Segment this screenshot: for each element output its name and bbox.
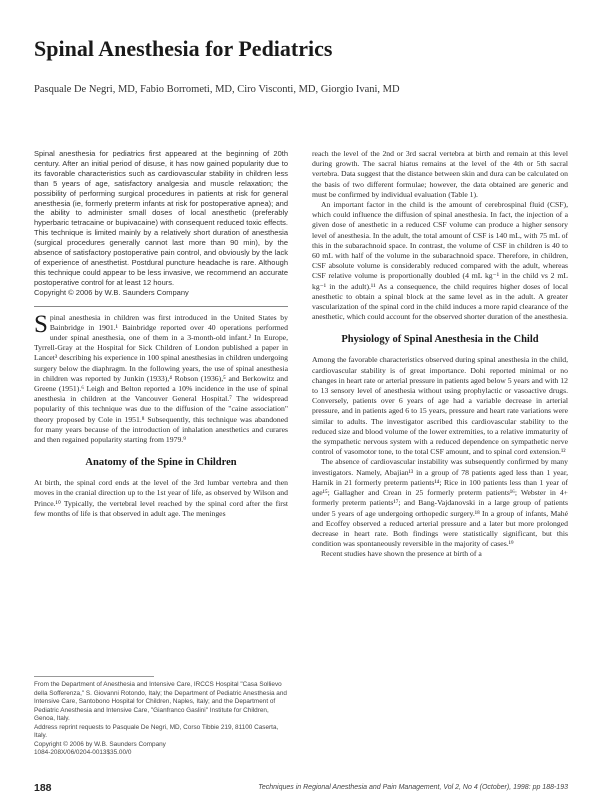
section-heading-physiology: Physiology of Spinal Anesthesia in the Child <box>341 334 539 346</box>
intro-text: pinal anesthesia in children was first introduced in the United States by Bainbridge in 1901.¹ Bainbridge reported over 40 operations performed under spinal anesthesia, one of them in a 3-month-old infant.² In Europe, Tyrrell-Gray at the Hospital for Sick Children of London published a paper in Lancet³ describing his experience in 100 spinal anesthesias in children undergoing surgery below the diaphragm. In the following years, the use of spinal anesthesia in children was reported by Junkin (1933),⁴ Robson (1936),⁵ and Berkowitz and Greene (1951).⁶ Leigh and Belton reported a 10% incidence in the use of spinal anesthesia in children at the Vancouver General Hospital.⁷ The widespread popularity of this technique was due to the diffusion of the "caine association" theory proposed by Cole in 1951.⁸ Subsequently, this technique was abandoned for many years because of the introduction of inhalation anesthetics and curares and then regained popularity starting from 1979.⁹ <box>34 312 288 445</box>
page-number: 188 <box>34 782 52 794</box>
page-footer <box>34 782 568 796</box>
recent-studies-paragraph: Recent studies have shown the presence at birth of a <box>321 549 482 559</box>
journal-citation: Techniques in Regional Anesthesia and Pain Management, Vol 2, No 4 (October), 1998: pp 188-193 <box>258 784 568 791</box>
footnote-reprints: Address reprint requests to Pasquale De Negri, MD, Corso Tibbie 219, 81100 Caserta, Italy. <box>34 723 279 739</box>
right-column <box>312 149 568 560</box>
article-title: Spinal Anesthesia for Pediatrics <box>34 36 333 61</box>
csf-paragraph: An important factor in the child is the amount of cerebrospinal fluid (CSF), which could influence the diffusion of spinal anesthesia. In fact, the injection of a given dose of anesthetic in a reduced CSF volume can produce a higher sensory level of anesthesia. In the adult, the total amount of CSF is 140 mL, with 75 mL of this in the subarachnoid space. In contrast, the volume of CSF in children is 40 to 60 mL with half of the volume in the subarachnoid space. Therefore, in children, CSF absolute volume is considerably reduced compared with the adult, whereas CSF relative volume is proportionally doubled (4 mL kg⁻¹ in the child vs 2 mL kg⁻¹ in the adult).¹¹ As a consequence, the child requires higher doses of local anesthetic to obtain a spinal block at the same level as in the adult. A greater vascularization of the spinal cord in the child induces a more rapid clearance of the anesthetic, which could account for the observed shorter duration of the anesthesia. <box>312 200 568 322</box>
footnote-divider <box>34 676 154 677</box>
footnote-affiliation: From the Department of Anesthesia and Intensive Care, IRCCS Hospital "Casa Sollievo della Sofferenza," S. Giovanni Rotondo, Italy; the Department of Pediatric Anesthesia and Intensive Care, Santobono Hospital for Children, Naples, Italy; and the Department of Pediatric Anesthesia and Intensive Care, "Gianfranco Gaslini" Institute for Children, Genoa, Italy. <box>34 681 287 722</box>
anatomy-paragraph: At birth, the spinal cord ends at the level of the 3rd lumbar vertebra and then moves in the cranial direction up to the 1st year of life, as observed by Wilson and Prince.¹⁰ Typically, the vertebral level reached by the spinal cord after the first few months of life is that observed in adult age. The meninges <box>34 478 288 518</box>
abstract-divider <box>34 306 288 307</box>
section-heading-anatomy: Anatomy of the Spine in Children <box>85 457 237 469</box>
footnote-copyright: Copyright © 2006 by W.B. Saunders Company <box>34 740 166 748</box>
left-column <box>34 149 288 519</box>
intro-paragraph <box>34 310 288 446</box>
abstract-text: Spinal anesthesia for pediatrics first appeared at the beginning of 20th century. After an initial period of disuse, it has now gained popularity due to its favorable characteristics such as cardiovascular stability in children less than 5 years of age, satisfactory analgesia and muscle relaxation; the possibility of performing surgical procedures in patients at risk for general anesthesia (ie, formerly preterm infants at risk for postoperative apnea); and the ability to administer small doses of local anesthetic (preferably hyperbaric tetracaine or bupivacaine) with consequent reduced toxic effects. This technique is limited mainly by a relatively short duration of anesthesia (surgical procedures generally cannot last more than 90 min), by the absence of satisfactory postoperative pain control, and obviously by the lack of experience of anesthetist. Postdural puncture headache is rare. Although this technique could appear to be less invasive, we recommend an accurate postoperative control for at least 12 hours. <box>34 149 288 287</box>
footnote-issn: 1084-208X/06/0204-0013$35.00/0 <box>34 749 132 756</box>
meninges-paragraph: reach the level of the 2nd or 3rd sacral vertebra at birth and remain at this level during growth. The sacral hiatus remains at the level of the 4th or 5th sacral vertebra. Data suggest that the distance between skin and dura can be calculated on the basis of two different formulae; however, the data obtained are generic and must be confirmed by individual evaluation (Table 1). <box>312 149 568 199</box>
drop-cap: S <box>34 310 48 338</box>
footnotes <box>34 676 288 758</box>
instability-paragraph: The absence of cardiovascular instability was subsequently confirmed by many investigators. Namely, Abajian¹³ in a group of 78 patients aged less than 1 year, Harnik in 21 formerly preterm patients¹⁴; Rice in 100 patients less than 1 year of age¹⁵; Gallagher and Crean in 25 formerly preterm patients¹⁶; Webster in 4+ formerly preterm patients¹⁷; and Bang-Vajdanovski in a large group of patients under 5 years of age undergoing orthopedic surgery.¹⁸ In a group of infants, Mahé and Ecoffey observed a reduced arterial pressure and a later but more prolonged decrease in heart rate. Both findings were statistically significant, but this condition was spontaneously reversible in the majority of cases.¹⁹ <box>312 457 568 549</box>
cardiovascular-paragraph: Among the favorable characteristics observed during spinal anesthesia in the child, cardiovascular stability is of great importance. Dohi reported minimal or no changes in heart rate or arterial pressure in patients aged below 5 years and with 12 to 13 sensory level of anesthesia without using prophylactic or vasoactive drugs. Conversely, patients over 6 years of age had a variable decrease in arterial pressure, and in patients aged 6 to 15 years, pressure and heart rate variations were similar to adults. The investigator ascribed this cardiovascular stability to the reduced size and blood volume of the lower extremities, to a relative immaturity of the sympathetic nervous system with a reduced dependence on sympathetic nerve control of vasomotor tone, to the total CSF amount, and to spinal cord extension.¹² <box>312 355 568 457</box>
abstract-copyright: Copyright © 2006 by W.B. Saunders Company <box>34 287 189 297</box>
article-authors: Pasquale De Negri, MD, Fabio Borrometi, MD, Ciro Visconti, MD, Giorgio Ivani, MD <box>34 84 400 95</box>
